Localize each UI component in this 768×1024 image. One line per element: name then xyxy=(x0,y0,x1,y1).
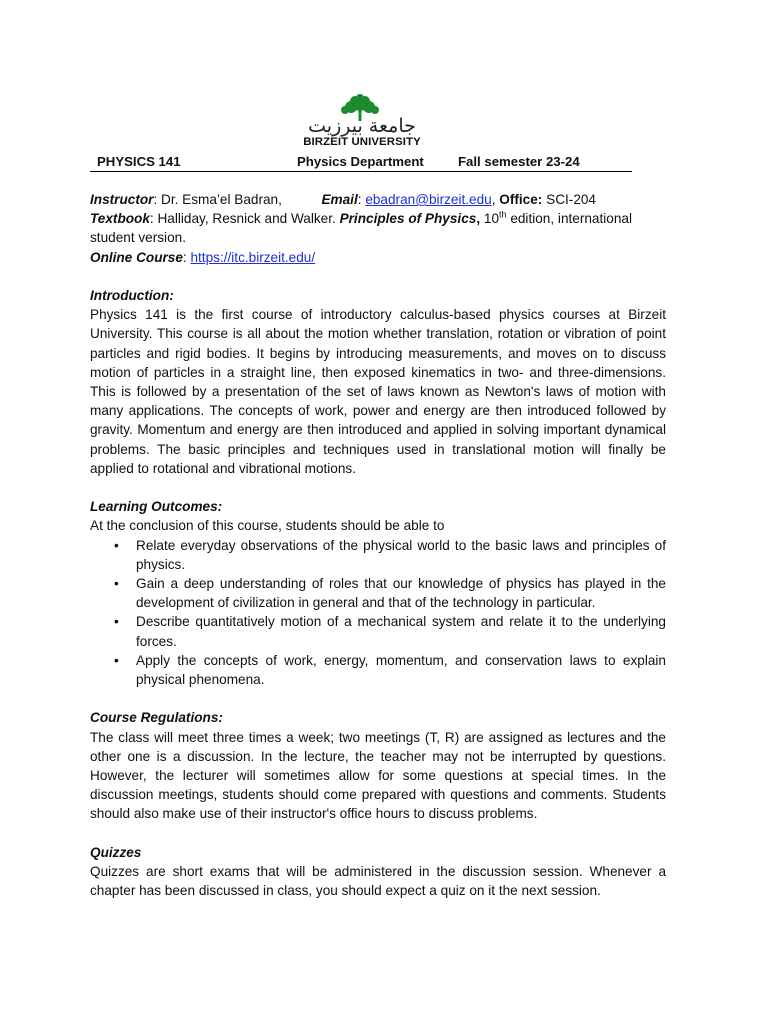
textbook-authors: Halliday, Resnick and Walker. xyxy=(157,211,336,227)
office-label: Office: xyxy=(499,192,543,207)
tree-logo-icon xyxy=(298,94,426,138)
semester: Fall semester 23-24 xyxy=(458,154,580,169)
course-header xyxy=(90,152,632,172)
syllabus-content xyxy=(90,190,666,900)
introduction-heading: Introduction: xyxy=(90,288,174,303)
bullet-icon: • xyxy=(114,576,119,592)
office-value: SCI-204 xyxy=(546,192,596,207)
textbook-line-2: student version. xyxy=(90,230,186,246)
textbook-label: Textbook xyxy=(90,211,150,227)
outcome-text: Describe quantitatively motion of a mechanical system and relate it to the underlying forces. xyxy=(136,614,666,649)
list-item xyxy=(114,574,666,612)
list-item xyxy=(114,651,666,689)
university-name: BIRZEIT UNIVERSITY xyxy=(303,136,421,148)
instructor-line: Instructor: Dr. Esma’el Badran, Email: ebadran@birzeit.edu, Office: SCI-204 xyxy=(90,192,596,207)
outcome-text: Relate everyday observations of the physical world to the basic laws and principles of physics. xyxy=(136,537,666,572)
quizzes-body: Quizzes are short exams that will be administered in the discussion session. Whenever a chapter has been discussed in class, you should expect a quiz on it the next session. xyxy=(90,864,666,899)
arabic-wordmark: جامعة بيرزيت xyxy=(308,115,416,137)
bullet-icon: • xyxy=(114,537,119,553)
learning-outcomes-intro: At the conclusion of this course, students should be able to xyxy=(90,518,445,534)
bullet-icon: • xyxy=(114,614,119,630)
textbook-edition-num: 10 xyxy=(483,211,500,227)
quizzes-heading: Quizzes xyxy=(90,844,142,860)
learning-outcomes-list xyxy=(90,536,666,690)
department-name: Physics Department xyxy=(297,154,424,169)
textbook-edition-sup: th xyxy=(499,209,507,220)
email-label: Email xyxy=(321,192,358,207)
list-item xyxy=(114,612,666,650)
course-regulations-body: The class will meet three times a week; two meetings (T, R) are assigned as lectures and the other one is a discussion. In the lecture, the teacher may not be interrupted by questions. However, the lecturer will sometimes allow for some questions at special times. In the discussion meetings, students should come prepared with questions and comments. Students should also make use of their instructor's office hours to discuss problems. xyxy=(90,729,666,822)
list-item xyxy=(114,536,666,574)
instructor-name: Dr. Esma’el Badran, xyxy=(161,192,282,207)
online-course-label: Online Course xyxy=(90,249,183,265)
learning-outcomes-heading: Learning Outcomes: xyxy=(90,499,223,515)
course-code: PHYSICS 141 xyxy=(97,154,181,169)
online-course-line: Online Course: https://itc.birzeit.edu/ xyxy=(90,249,316,265)
textbook-edition-rest: edition, international xyxy=(510,211,632,227)
instructor-label: Instructor xyxy=(90,192,154,207)
bullet-icon: • xyxy=(114,652,119,668)
course-regulations-heading: Course Regulations: xyxy=(90,710,223,726)
email-link[interactable]: ebadran@birzeit.edu xyxy=(365,192,492,207)
introduction-body: Physics 141 is the first course of introductory calculus-based physics courses at Birzeit University. This course is all about the motion whether translation, rotation or vibration of point particles and rigid bodies. It begins by introducing measurements, and moves on to discuss motion of particles in a straight line, then exposed kinematics in two- and three-dimensions. This is followed by a presentation of the set of laws known as Newton's laws of motion with many applications. The concepts of work, power and energy are then introduced followed by gravity. Momentum and energy are then introduced and applied in solving important dynamical problems. The basic principles and techniques used in translational motion will finally be applied to rotational and vibrational motions. xyxy=(90,307,666,476)
textbook-title: Principles of Physics xyxy=(339,211,477,227)
outcome-text: Apply the concepts of work, energy, momentum, and conservation laws to explain physical phenomena. xyxy=(136,652,666,688)
outcome-text: Gain a deep understanding of roles that our knowledge of physics has played in the development of civilization in general and that of the technology in particular. xyxy=(136,576,666,611)
online-course-link[interactable]: https://itc.birzeit.edu/ xyxy=(190,249,316,265)
textbook-line: Textbook: Halliday, Resnick and Walker. Principles of Physics, 10th edition, international xyxy=(90,209,632,227)
